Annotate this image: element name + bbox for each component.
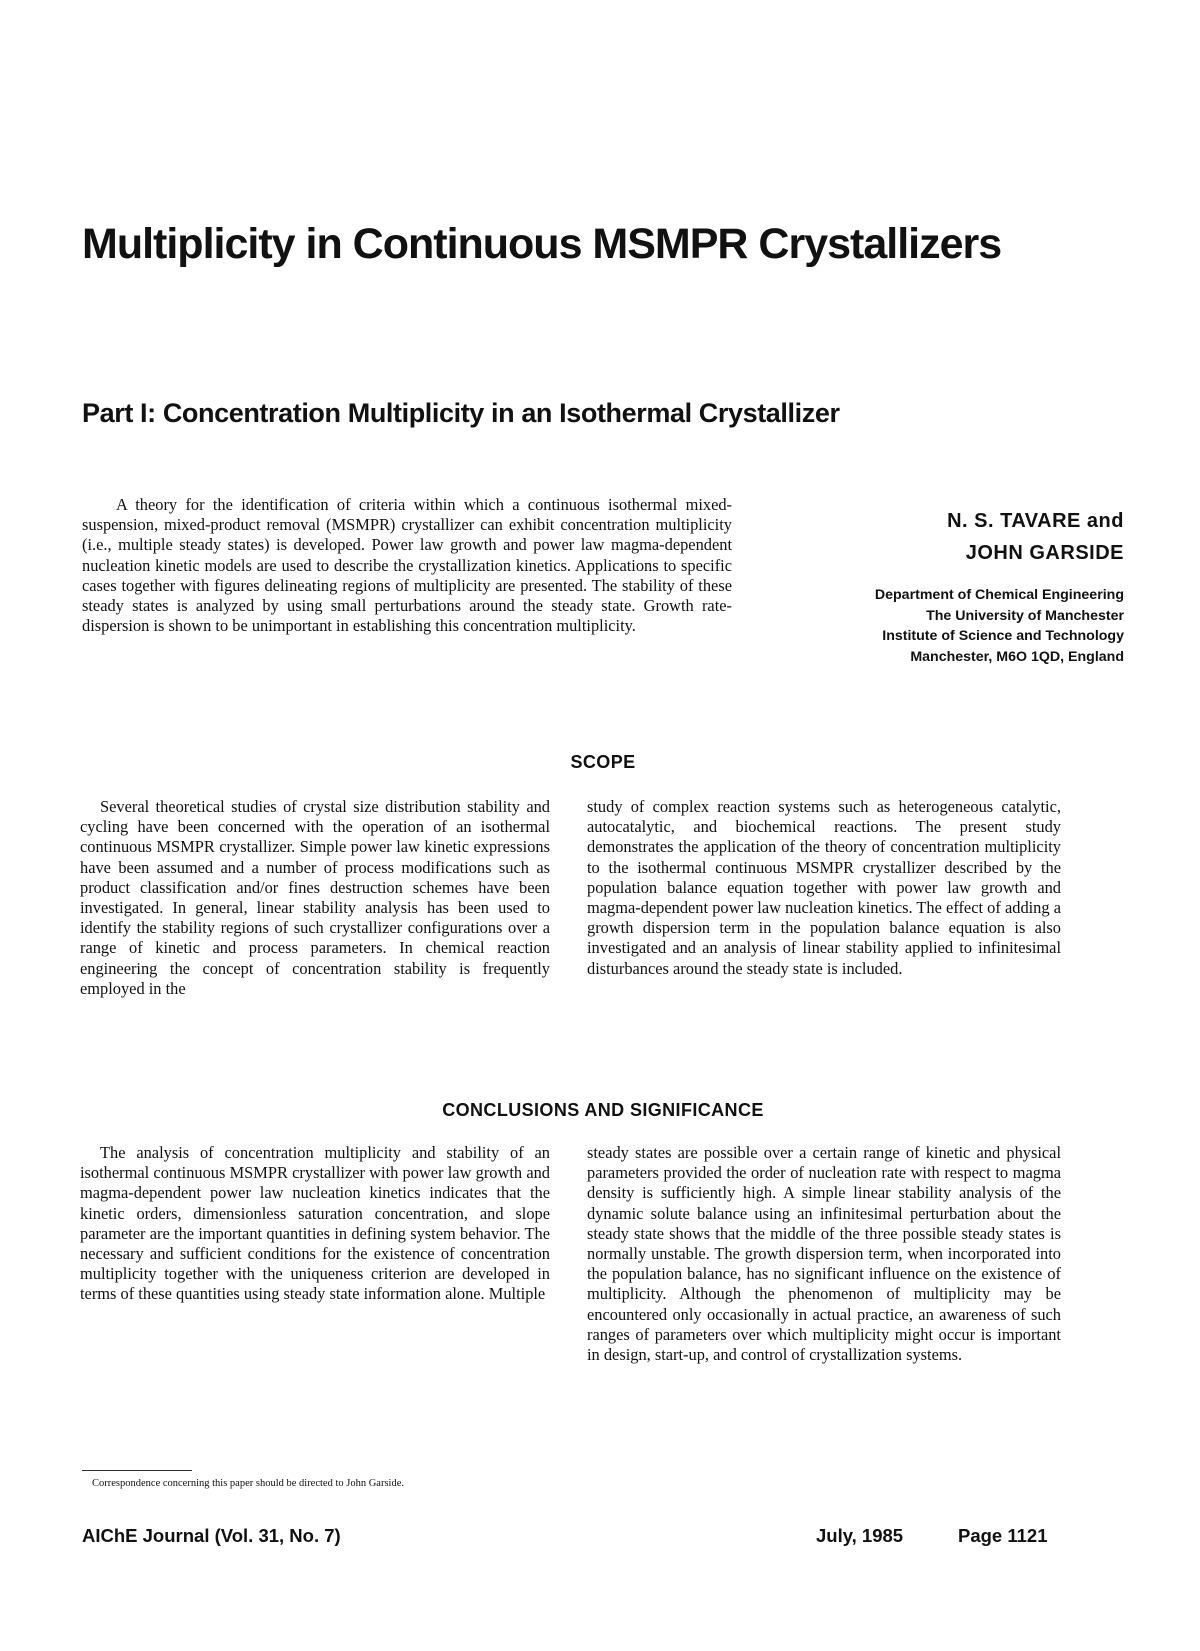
affiliation-line: Department of Chemical Engineering	[874, 587, 1124, 603]
footer-journal: AIChE Journal (Vol. 31, No. 7)	[82, 1525, 341, 1546]
author-block	[780, 505, 1124, 667]
conclusions-right-column: steady states are possible over a certain range of kinetic and physical parameters provided the order of nucleation rate with respect to magma density is sufficiently high. A simple linear stability analysis of the dynamic solute balance using an infinitesimal perturbation about the steady state shows that the middle of the three possible steady states is normally unstable. The growth dispersion term, when incorporated into the population balance, has no significant influence on the existence of multiplicity. Although the phenomenon of multiplicity may be encountered only occasionally in actual practice, an awareness of such ranges of parameters over which multiplicity might occur is important in design, start-up, and control of crystallization systems.	[587, 1143, 1061, 1365]
footnote-divider	[82, 1470, 192, 1471]
affiliation-line: Institute of Science and Technology	[882, 628, 1124, 644]
paper-subtitle: Part I: Concentration Multiplicity in an Isothermal Crystallizer	[82, 398, 840, 428]
footnote: Correspondence concerning this paper should be directed to John Garside.	[92, 1478, 404, 1489]
author-line-1: N. S. TAVARE and	[947, 510, 1124, 532]
conclusions-left-column: The analysis of concentration multiplicity and stability of an isothermal continuous MSMPR crystallizer with power law growth and magma-dependent power law nucleation kinetics indicates that the kinetic orders, dimensionless saturation concentration, and slope parameter are the important quantities in defining system behavior. The necessary and sufficient conditions for the existence of concentration multiplicity together with the uniqueness criterion are developed in terms of these quantities using steady state information alone. Multiple	[80, 1143, 550, 1304]
affiliation	[780, 585, 1124, 667]
conclusions-heading: CONCLUSIONS AND SIGNIFICANCE	[442, 1100, 764, 1120]
affiliation-line: Manchester, M6O 1QD, England	[910, 648, 1124, 665]
scope-right-column: study of complex reaction systems such as heterogeneous catalytic, autocatalytic, and biochemical reactions. The present study demonstrates the application of the theory of concentration multiplicity to the isothermal continuous MSMPR crystallizer described by the population balance equation together with power law growth and magma-dependent power law nucleation kinetics. The effect of adding a growth dispersion term in the population balance equation is also investigated and an analysis of linear stability applied to infinitesimal disturbances around the steady state is included.	[587, 797, 1061, 978]
scope-heading: SCOPE	[570, 752, 636, 772]
paper-title: Multiplicity in Continuous MSMPR Crystallizers	[82, 220, 1002, 268]
footer-date: July, 1985	[816, 1525, 904, 1546]
affiliation-line: The University of Manchester	[926, 607, 1124, 624]
scope-left-column: Several theoretical studies of crystal size distribution stability and cycling have been concerned with the operation of an isothermal continuous MSMPR crystallizer. Simple power law kinetic expressions have been assumed and a number of process modifications such as product classification and/or fines destruction schemes have been investigated. In general, linear stability analysis has been used to identify the stability regions of such crystallizer configurations over a range of kinetic and process parameters. In chemical reaction engineering the concept of concentration stability is frequently employed in the	[80, 797, 550, 998]
author-line-2: JOHN GARSIDE	[965, 542, 1124, 564]
abstract: A theory for the identification of criteria within which a continuous isothermal mixed-suspension, mixed-product removal (MSMPR) crystallizer can exhibit concentration multiplicity (i.e., multiple steady states) is developed. Power law growth and power law magma-dependent nucleation kinetic models are used to describe the crystallization kinetics. Applications to specific cases together with figures delineating regions of multiplicity are presented. The stability of these steady states is analyzed by using small perturbations around the steady state. Growth rate-dispersion is shown to be unimportant in establishing this concentration multiplicity.	[82, 495, 732, 636]
footer-page: Page 1121	[958, 1525, 1048, 1546]
